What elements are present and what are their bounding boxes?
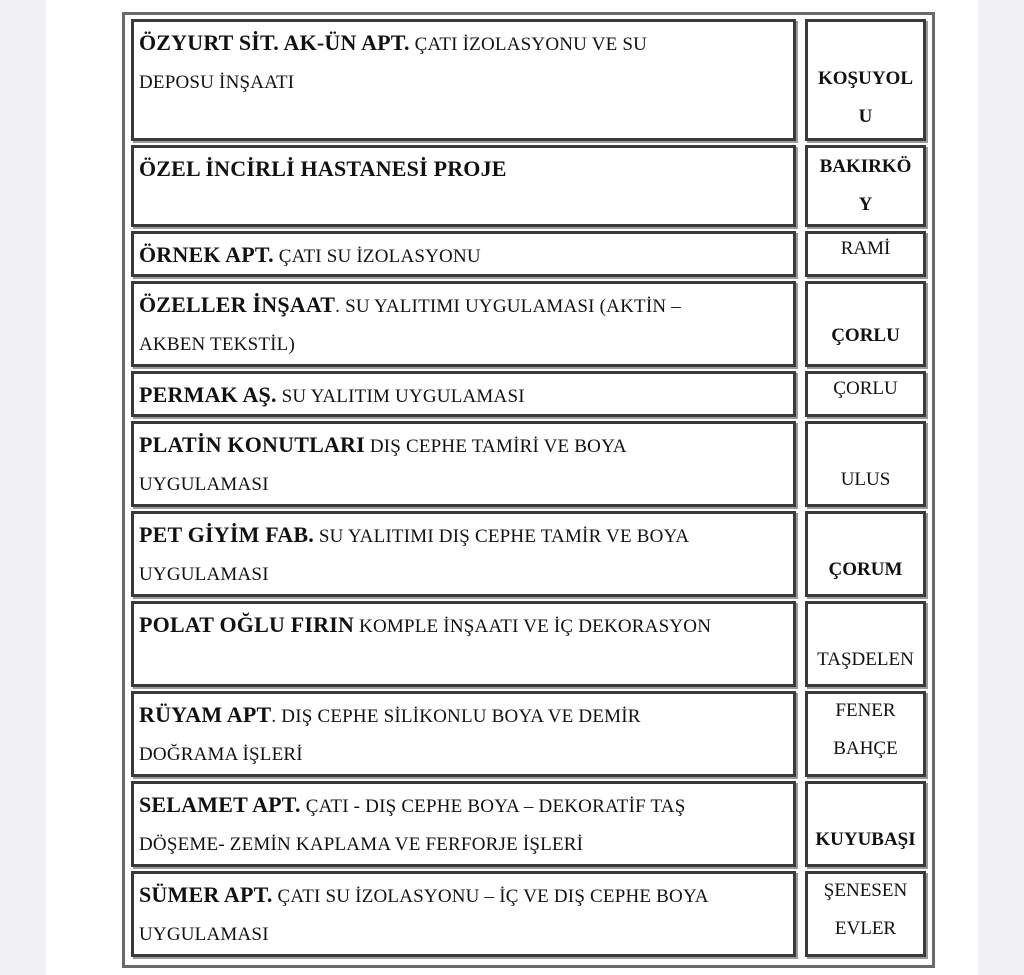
project-description: ÇATI İZOLASYONU VE SU DEPOSU İNŞAATI <box>139 34 648 93</box>
project-name: ÖRNEK APT. <box>139 242 274 267</box>
table-row <box>131 145 926 227</box>
table-row <box>131 601 926 687</box>
project-description: . SU YALITIMI UYGULAMASI (AKTİN – AKBEN TEKSTİL) <box>139 296 681 355</box>
project-cell <box>131 19 796 141</box>
project-cell <box>131 511 796 597</box>
project-description: KOMPLE İNŞAATI VE İÇ DEKORASYON <box>354 616 712 637</box>
location: ÇORLU <box>833 378 898 399</box>
project-cell <box>131 281 796 367</box>
location: FENER BAHÇE <box>833 700 898 759</box>
project-cell <box>131 871 796 957</box>
location-cell <box>805 421 926 507</box>
location: KUYUBAŞI <box>815 829 916 850</box>
location-cell <box>805 231 926 277</box>
project-description: SU YALITIM UYGULAMASI <box>276 386 525 407</box>
project-description: . DIŞ CEPHE SİLİKONLU BOYA VE DEMİR DOĞRAMA İŞLERİ <box>139 706 641 765</box>
location-cell <box>805 601 926 687</box>
project-name: ÖZEL İNCİRLİ HASTANESİ PROJE <box>139 156 507 181</box>
projects-table <box>122 12 935 968</box>
project-cell <box>131 601 796 687</box>
table-row <box>131 511 926 597</box>
location: ÇORLU <box>831 325 900 346</box>
table-row <box>131 691 926 777</box>
location-cell <box>805 871 926 957</box>
project-name: ÖZELLER İNŞAAT <box>139 292 336 317</box>
project-description: ÇATI - DIŞ CEPHE BOYA – DEKORATİF TAŞ DÖŞEME- ZEMİN KAPLAMA VE FERFORJE İŞLERİ <box>139 796 686 855</box>
project-description: ÇATI SU İZOLASYONU <box>273 246 481 267</box>
project-cell <box>131 371 796 417</box>
location: ÇORUM <box>828 559 903 580</box>
project-description: ÇATI SU İZOLASYONU – İÇ VE DIŞ CEPHE BOYA UYGULAMASI <box>139 886 709 945</box>
project-description: DIŞ CEPHE TAMİRİ VE BOYA UYGULAMASI <box>139 436 627 495</box>
project-name: SÜMER APT. <box>139 882 273 907</box>
location: BAKIRKÖ Y <box>819 156 912 215</box>
project-name: ÖZYURT SİT. AK-ÜN APT. <box>139 30 410 55</box>
location: KOŞUYOL U <box>817 68 914 127</box>
location-cell <box>805 691 926 777</box>
table-row <box>131 871 926 957</box>
project-cell <box>131 231 796 277</box>
project-name: RÜYAM APT <box>139 702 272 727</box>
table-row <box>131 231 926 277</box>
project-name: PERMAK AŞ. <box>139 382 277 407</box>
location: ŞENESEN EVLER <box>823 880 908 939</box>
table-row <box>131 421 926 507</box>
location-cell <box>805 145 926 227</box>
table-row <box>131 781 926 867</box>
location-cell <box>805 281 926 367</box>
location: TAŞDELEN <box>817 649 914 670</box>
table-row <box>131 281 926 367</box>
table-row <box>131 19 926 141</box>
location-cell <box>805 781 926 867</box>
location: ULUS <box>840 469 891 490</box>
project-name: PET GİYİM FAB. <box>139 522 314 547</box>
table-row <box>131 371 926 417</box>
project-cell <box>131 781 796 867</box>
project-name: PLATİN KONUTLARI <box>139 432 365 457</box>
project-name: SELAMET APT. <box>139 792 301 817</box>
location-cell <box>805 19 926 141</box>
project-name: POLAT OĞLU FIRIN <box>139 612 355 637</box>
project-cell <box>131 421 796 507</box>
document-page <box>46 0 978 975</box>
project-cell <box>131 145 796 227</box>
project-description: SU YALITIMI DIŞ CEPHE TAMİR VE BOYA UYGULAMASI <box>139 526 690 585</box>
location-cell <box>805 371 926 417</box>
location-cell <box>805 511 926 597</box>
project-cell <box>131 691 796 777</box>
location: RAMİ <box>840 238 891 259</box>
